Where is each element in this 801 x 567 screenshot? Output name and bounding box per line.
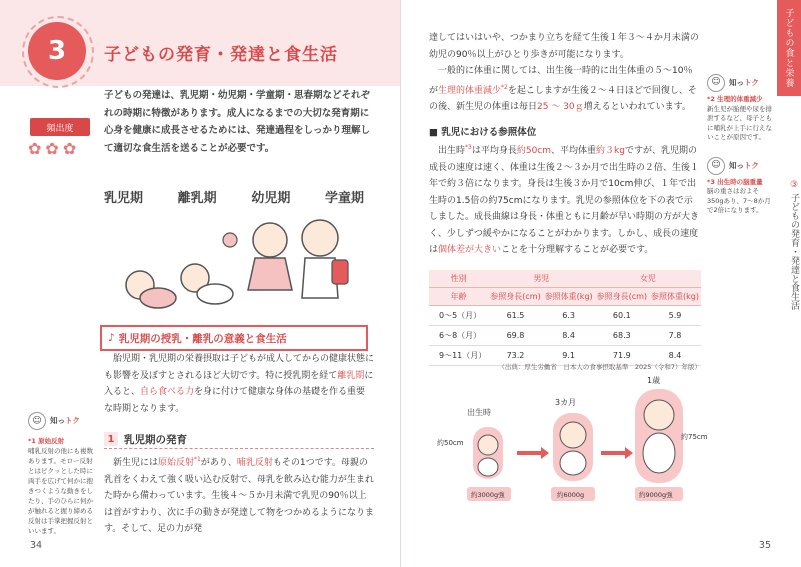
text-run: に入ると、 [104,370,374,397]
tip-title: *3 出生時の脳重量 [707,177,763,186]
text-run: もその1つです。母親の乳首をくわえて強く吸い込む反射で、母乳を飲み込む能力が生まれた時から備わっています。生後４～５か月未満で乳児の90％以上は首がすわり、次に手の動きが発達して物をつかめるようになります。そして、足の力が発 [104,458,375,534]
body-paragraph [429,140,699,259]
tip-text: 脳の重さはおよそ350gあり、7～8か月で2倍になります。 [707,187,771,214]
highlight-term: 離乳期 [337,370,365,381]
age-label: 学童期 [324,191,364,206]
text-run: を起こしますが生後２～４日ほどで回復し、その後、新生児の体重は毎日 [429,85,697,112]
section-heading [100,325,368,351]
face-icon: ☺ [707,157,725,175]
left-page [0,0,400,567]
tip-title: *1 原始反射 [28,437,65,445]
schoolchild-figure [302,220,348,298]
table-header-cell: 参照体重(kg) [543,288,595,306]
subsection-heading [104,430,374,449]
flower-icon: ✿ [28,139,42,158]
arrow-right-icon [541,447,549,459]
text-run: 新生児には [113,458,159,468]
table-row [429,326,701,346]
table-header-row [429,288,701,306]
flower-icon: ✿ [45,139,59,158]
text-block [429,63,699,116]
tip-block [707,74,773,143]
right-page [400,0,801,567]
frequency-badge: 頻出度 [30,118,90,136]
table-cell: 61.5 [488,306,542,326]
table-cell: 9～11（月） [429,346,488,366]
tip-header [707,74,773,92]
body-paragraph [104,452,374,538]
table-cell: 60.1 [595,306,649,326]
section-side-title [777,180,801,310]
table-source: （出典：厚生労働省 日本人の食事摂取基準 2025（令和7）年版） [498,363,701,371]
table-row [429,306,701,326]
age-label: 離乳期 [177,191,217,206]
tip-label-part: 知っ [729,78,744,88]
highlight-term: 約３kg [596,146,625,156]
table-cell: 6～8（月） [429,326,488,346]
table-header-cell: 参照体重(kg) [649,288,701,306]
toddler-figure [223,223,292,290]
table-header-cell: 性別 [429,270,488,288]
stage-label: 出生時 [467,408,491,417]
age-stage-labels [104,187,364,206]
tip-label-part: トク [65,416,80,425]
highlight-term: 約50cm [516,146,552,156]
tip-label [50,416,80,426]
tip-label [729,78,759,88]
age-label: 乳児期 [104,191,144,206]
chapter-intro: 子どもの発達は、乳児期・幼児期・学童期・思春期などそれぞれの時期に特徴があります。成人になるまでの大切な発育期に心身を健康に成長させるためには、発達過程をしっかり理解して適切な食生活を送ることが必要です。 [104,90,371,154]
section-side-number: ③ [789,180,799,190]
highlight-term: 原始反射 [158,458,195,468]
tip-text: 新生児が胎便や尿を排泄するなど、母子ともに哺乳が上手に行えないことが原因です。 [707,104,772,141]
tip-label-part: 知っ [729,160,744,170]
table-cell: 7.8 [649,326,701,346]
newborn-figure [437,407,511,501]
table-header-row [429,270,701,288]
crawling-baby-figure [181,264,233,304]
highlight-term: 哺乳反射 [236,458,273,468]
tip-label-part: トク [744,78,759,88]
face-icon: ☺ [28,412,46,430]
tip-text: 哺乳反射の他にも複数あります。モロー反射とはビクッとした時に両手を広げて何かに抱きつくような動きをしたり、手のひらに何かが触れると握り締める反射は手掌把握反射といいます。 [28,447,93,535]
weight-label: 約6000g [557,491,585,499]
table-cell: 69.8 [488,326,542,346]
footnote-ref: *3 [465,144,472,151]
weight-label: 約3000g強 [471,491,505,499]
text-run: 、平均体重 [551,146,597,156]
music-note-icon: ♪ [108,332,115,344]
arrow-right-icon [625,447,633,459]
page-number: 34 [30,540,43,551]
body-paragraph [429,30,699,116]
tip-label [729,161,759,171]
subsection-heading: ■ 乳児における参照体位 [429,127,537,138]
flower-icon: ✿ [62,139,77,158]
subsection-title: 乳児期の発育 [124,433,187,446]
section-side-text: 子どもの発育・発達と食生活 [789,192,799,310]
height-label: 約75cm [681,433,708,441]
text-run: 一般的に体重に関しては、出生後一時的に出生体重の５～10％が [429,66,693,96]
footnote-ref: *1 [194,456,201,463]
highlight-term: 25 ～ 30ｇ [537,102,584,112]
chapter-title: 子どもの発育・発達と食生活 [104,45,338,65]
stage-label: 1歳 [647,376,661,385]
tip-label-part: 知っ [50,416,65,425]
growth-illustration [429,375,708,525]
table-cell: 0～5（月） [429,306,488,326]
footnote-ref: *2 [501,83,508,91]
children-illustration [110,210,360,320]
highlight-term: 個体差が大きい [438,245,502,255]
table-header-cell: 年齢 [429,288,488,306]
chapter-side-tab: 子どもの食と栄養 [777,0,801,96]
text-run: を身に付けて健康な身体の基礎を作る重要な時期となります。 [104,387,366,414]
subsection-number: 1 [104,432,118,446]
body-paragraph [104,351,374,417]
table-cell: 8.4 [649,346,701,366]
tip-title: *2 生理的体重減少 [707,95,763,103]
table-cell: 5.9 [649,306,701,326]
text-run: 胎児期・乳児期の栄養摂取は子どもが成人してからの健康状態にも影響を及ぼすとされるほど大切です。特に授乳期を経て [104,354,375,381]
face-icon: ☺ [707,74,725,92]
text-run: 出生時 [438,146,466,156]
highlight-term: 自ら食べる力 [140,387,195,397]
table-cell: 6.3 [543,306,595,326]
reference-body-table [429,270,701,366]
text-run: ですが、乳児期の成長の速度は速く、体重は生後２～３か月で出生時の２倍、生後１年で約３倍になります。身長は生後３か月で10cm伸び、１年で出生時の1.5倍の約75cmになります。乳児の参照体位を下の表で示しました。成長曲線は身長・体重ともに月齢が早い時期の方が大きく、少しずつ緩やかになることがわかります。しかし、成長の速度は [429,146,700,255]
table-header-cell: 女児 [595,270,701,288]
frequency-rating [28,139,98,158]
three-month-figure [551,398,595,501]
tip-label-part: トク [744,160,759,170]
height-label: 約50cm [437,439,464,447]
table-cell: 8.4 [543,326,595,346]
tip-block [707,157,773,216]
stage-label: 3カ月 [555,398,577,407]
text-run: ことを十分理解することが必要です。 [501,245,654,255]
text-run: 増えるといわれています。 [583,102,691,112]
highlight-term: 生理的体重減少 [438,85,502,96]
weight-label: 約9000g強 [639,491,673,499]
table-cell: 9.1 [543,346,595,366]
table-header-cell: 男児 [488,270,594,288]
age-label: 幼児期 [251,191,291,206]
tip-sidebar [28,412,94,536]
chapter-number: 3 [28,22,86,80]
text-run: があり、 [200,458,237,468]
section-title: 乳児期の授乳・離乳の意義と食生活 [118,332,287,345]
table-cell: 71.9 [595,346,649,366]
one-year-figure [635,375,708,501]
table-header-cell: 参照身長(cm) [488,288,542,306]
text-run: 達してはいはいや、つかまり立ちを経て生後１年３～４か月未満の幼児の90％以上がひとり歩きが可能になります。 [429,33,699,60]
table-cell: 68.3 [595,326,649,346]
text-run: は平均身長 [471,146,517,156]
tip-header [707,157,773,175]
table-header-cell: 参照身長(cm) [595,288,649,306]
infant-figure [126,271,176,308]
table-cell: 73.2 [488,346,542,366]
tip-header [28,412,94,430]
page-number: 35 [758,540,771,551]
tip-sidebar [707,74,773,230]
